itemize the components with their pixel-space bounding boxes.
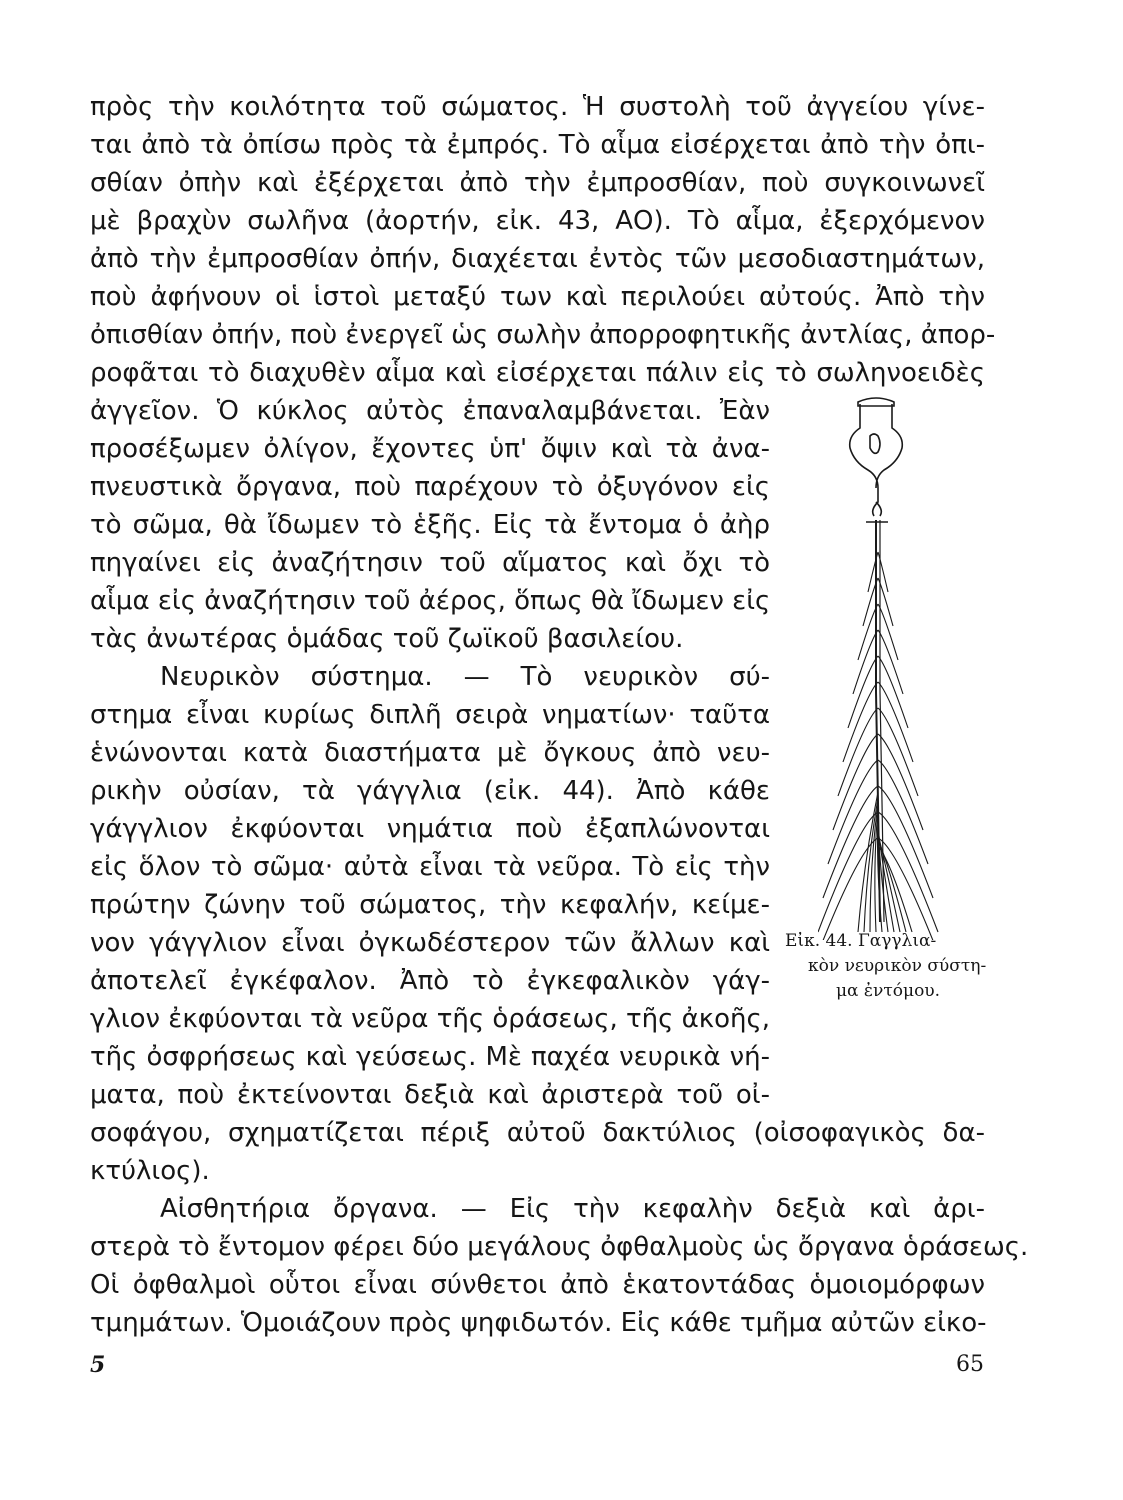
- text-line: νον γάγγλιον εἶναι ὀγκωδέστερον τῶν ἄλλων καὶ: [90, 928, 770, 958]
- brain-ganglion: [850, 404, 903, 516]
- figure-caption-line-3: μα ἐντόμου.: [836, 981, 941, 1001]
- text-line: εἰς ὅλον τὸ σῶμα· αὐτὰ εἶναι τὰ νεῦρα. Τὸ εἰς τὴν: [90, 852, 770, 882]
- text-line: πρώτην ζώνην τοῦ σώματος, τὴν κεφαλήν, κείμε-: [90, 890, 770, 920]
- text-line: στερὰ τὸ ἔντομον φέρει δύο μεγάλους ὀφθαλμοὺς ὡς ὄργανα ὁράσεως.: [90, 1232, 1029, 1262]
- text-line: γάγγλιον ἐκφύονται νημάτια ποὺ ἐξαπλώνονται: [90, 814, 770, 844]
- text-line: σοφάγου, σχηματίζεται πέριξ αὐτοῦ δακτύλιος (οἰσοφαγικὸς δα-: [90, 1118, 985, 1148]
- figure-caption-line-2: κὸν νευρικὸν σύστη-: [808, 956, 987, 976]
- text-line: ποὺ ἀφήνουν οἱ ἱστοὶ μεταξύ των καὶ περιλούει αὐτούς. Ἀπὸ τὴν: [90, 282, 985, 312]
- nerve-fibre: [878, 656, 908, 728]
- text-line: ἑνώνονται κατὰ διαστήματα μὲ ὄγκους ἀπὸ νευ-: [90, 738, 770, 768]
- text-line: σθίαν ὀπὴν καὶ ἐξέρχεται ἀπὸ τὴν ἐμπροσθίαν, ποὺ συγκοινωνεῖ: [90, 168, 985, 198]
- text-line: τμημάτων. Ὁμοιάζουν πρὸς ψηφιδωτόν. Εἰς κάθε τμῆμα αὐτῶν εἰκο-: [90, 1308, 987, 1338]
- text-line: ρικὴν οὐσίαν, τὰ γάγγλια (εἰκ. 44). Ἀπὸ κάθε: [90, 776, 770, 806]
- signature-mark: 5: [90, 1352, 106, 1378]
- text-line: ὀπισθίαν ὀπήν, ποὺ ἐνεργεῖ ὡς σωλὴν ἀπορροφητικῆς ἀντλίας, ἀπορ-: [90, 320, 996, 350]
- text-line: ροφᾶται τὸ διαχυθὲν αἷμα καὶ εἰσέρχεται πάλιν εἰς τὸ σωληνοειδὲς: [90, 358, 985, 388]
- text-line: τὸ σῶμα, θὰ ἴδωμεν τὸ ἑξῆς. Εἰς τὰ ἔντομα ὁ ἀὴρ: [90, 510, 770, 540]
- text-line: πνευστικὰ ὄργανα, ποὺ παρέχουν τὸ ὀξυγόνον εἰς: [90, 472, 770, 502]
- nerve-fibre: [848, 656, 878, 728]
- nerve-fibre: [818, 812, 878, 932]
- insect-nervous-system-figure: [818, 392, 958, 940]
- text-line: γλιον ἐκφύονται τὰ νεῦρα τῆς ὁράσεως, τῆς ἀκοῆς,: [90, 1004, 771, 1034]
- text-line: στημα εἶναι κυρίως διπλῆ σειρὰ νηματίων· ταῦτα: [90, 700, 770, 730]
- nerve-fibre: [878, 786, 933, 898]
- text-line: ἀγγεῖον. Ὁ κύκλος αὐτὸς ἐπαναλαμβάνεται. Ἐὰν: [90, 396, 770, 426]
- text-line: πρὸς τὴν κοιλότητα τοῦ σώματος. Ἡ συστολὴ τοῦ ἀγγείου γίνε-: [90, 92, 985, 122]
- cap: [858, 398, 894, 406]
- text-line: μὲ βραχὺν σωλῆνα (ἀορτήν, εἰκ. 43, ΑΟ). Τὸ αἷμα, ἐξερχόμενον: [90, 206, 985, 236]
- section-heading-sense-organs: Αἰσθητήρια ὄργανα. — Εἰς τὴν κεφαλὴν δεξιὰ καὶ ἀρι-: [160, 1194, 985, 1224]
- nerve-fibre: [878, 838, 943, 940]
- page-number: 65: [956, 1352, 984, 1377]
- text-line: προσέξωμεν ὀλίγον, ἔχοντες ὑπ' ὄψιν καὶ τὰ ἀνα-: [90, 434, 770, 464]
- text-line: αἷμα εἰς ἀναζήτησιν τοῦ ἀέρος, ὅπως θὰ ἴδωμεν εἰς: [90, 586, 771, 616]
- text-line: τῆς ὀσφρήσεως καὶ γεύσεως. Μὲ παχέα νευρικὰ νή-: [90, 1042, 770, 1072]
- text-line: τὰς ἀνωτέρας ὁμάδας τοῦ ζωϊκοῦ βασιλείου.: [90, 624, 684, 654]
- section-heading-nervous-system: Νευρικὸν σύστημα. — Τὸ νευρικὸν σύ-: [160, 662, 770, 692]
- text-line: Οἱ ὀφθαλμοὶ οὗτοι εἶναι σύνθετοι ἀπὸ ἑκατοντάδας ὁμοιομόρφων: [90, 1270, 985, 1300]
- figure-caption-line-1: Εἰκ. 44. Γαγγλια-: [785, 931, 937, 951]
- text-line: ματα, ποὺ ἐκτείνονται δεξιὰ καὶ ἀριστερὰ τοῦ οἰ-: [90, 1080, 770, 1110]
- nerve-fibre: [833, 734, 878, 830]
- text-line: ἀποτελεῖ ἐγκέφαλον. Ἀπὸ τὸ ἐγκεφαλικὸν γάγ-: [90, 966, 770, 996]
- text-line: κτύλιος).: [90, 1156, 210, 1186]
- text-line: ται ἀπὸ τὰ ὀπίσω πρὸς τὰ ἐμπρός. Τὸ αἷμα εἰσέρχεται ἀπὸ τὴν ὀπι-: [90, 130, 985, 160]
- nerve-fibre: [823, 786, 878, 898]
- nerve-fibre: [878, 734, 923, 830]
- text-line: πηγαίνει εἰς ἀναζήτησιν τοῦ αἵματος καὶ ὄχι τὸ: [90, 548, 770, 578]
- text-line: ἀπὸ τὴν ἐμπροσθίαν ὀπήν, διαχέεται ἐντὸς τῶν μεσοδιαστημάτων,: [90, 244, 985, 274]
